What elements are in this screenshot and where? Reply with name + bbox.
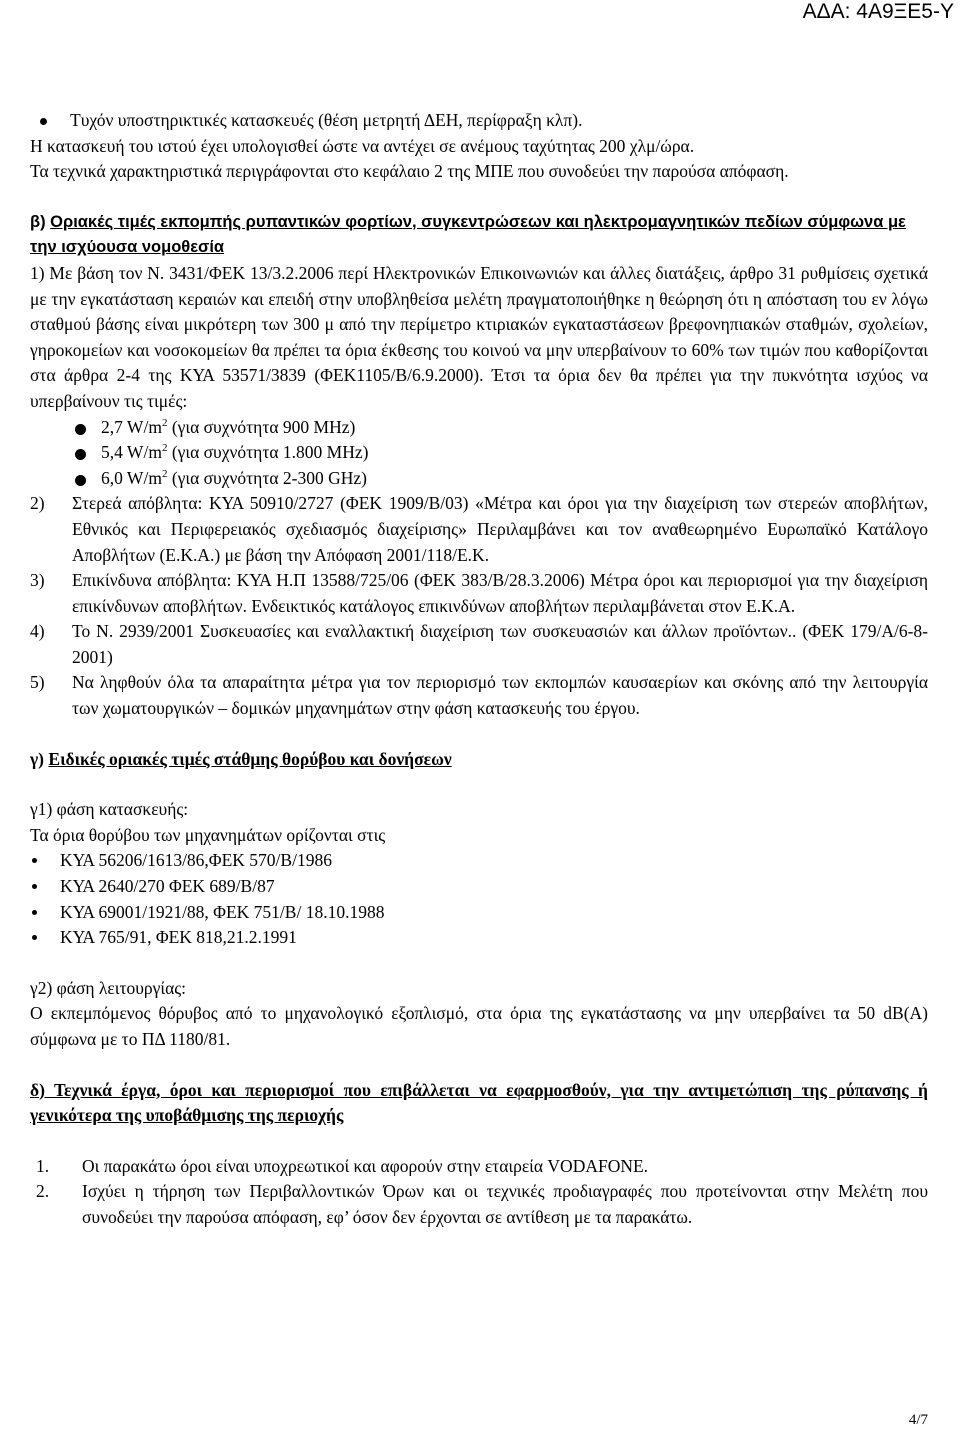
item-number: 1.: [36, 1155, 50, 1176]
section-b-item-1: 1) Με βάση τον Ν. 3431/ΦΕΚ 13/3.2.2006 περί Ηλεκτρονικών Επικοινωνιών και άλλες διατάξεις, άρθρο 31 ρυθμίσεις σχετικά με την εγκατάσταση κεραιών και επειδή στην υποβληθείσα μελέτη πραγματοποιήθηκε η θεώρηση ότι η απόσταση του εν λόγω σταθμού βάσης είναι μικρότερη των 300 μ από την περίμετρο κτιριακών εγκαταστάσεων βρεφονηπιακών σταθμών, σχολείων, γηροκομείων και νοσοκομείων θα πρέπει τα όρια έκθεσης του κοινού να μην υπερβαίνουν το 60% των τιμών που καθορίζονται στα άρθρα 2-4 της ΚΥΑ 53571/3839 (ΦΕΚ1105/Β/6.9.2000). Έτσι τα όρια δεν θα πρέπει για την πυκνότητα ισχύος να υπερβαίνουν τις τιμές:: [30, 262, 928, 411]
section-c1-title: γ1) φάση κατασκευής:: [30, 799, 189, 820]
limit-note: (για συχνότητα 2-300 GHz): [167, 467, 367, 488]
limit-note: (για συχνότητα 1.800 MHz): [167, 442, 369, 463]
section-b-item: [30, 670, 928, 721]
intro-line-1: Η κατασκευή του ιστού έχει υπολογισθεί ώστε να αντέχει σε ανέμους ταχύτητας 200 χλμ/ώρα.: [30, 135, 695, 156]
item-text: Επικίνδυνα απόβλητα: ΚΥΑ Η.Π 13588/725/06 (ΦΕΚ 383/Β/28.3.2006) Μέτρα όροι και περιορισμοί για την διαχείριση επικίνδυνων αποβλήτων. Ενδεικτικός κατάλογος επικινδύνων αποβλήτων περιλαμβάνεται στον Ε.Κ.Α.: [72, 570, 928, 616]
regulation-item: ΚΥΑ 69001/1921/88, ΦΕΚ 751/Β/ 18.10.1988: [30, 900, 928, 926]
ada-code: ΑΔΑ: 4Α9ΞΕ5-Υ: [802, 0, 954, 23]
section-d-heading: δ) Τεχνικά έργα, όροι και περιορισμοί που επιβάλλεται να εφαρμοσθούν, για την αντιμετώπιση της ρύπανσης ή γενικότερα της υποβάθμισης της περιοχής: [30, 1079, 928, 1126]
section-b-label: β): [30, 212, 51, 231]
regulation-item: ΚΥΑ 2640/270 ΦΕΚ 689/Β/87: [30, 874, 928, 900]
section-c-title: Ειδικές οριακές τιμές στάθμης θορύβου και δονήσεων: [48, 748, 452, 769]
section-c1-intro: Τα όρια θορύβου των μηχανημάτων ορίζονται στις: [30, 824, 386, 845]
limit-item: [75, 440, 928, 466]
section-b-item: [30, 619, 928, 670]
item-number: 2.: [36, 1181, 50, 1202]
document-body: [30, 108, 928, 1231]
item-number: 3): [30, 570, 45, 591]
limit-exp: 2: [161, 467, 168, 480]
section-b-title: Οριακές τιμές εκπομπής ρυπαντικών φορτίων, συγκεντρώσεων και ηλεκτρομαγνητικών πεδίων σύμφωνα με την ισχύουσα νομοθεσία: [30, 212, 906, 257]
limit-value: 2,7 W/m: [101, 416, 162, 437]
regulation-item: ΚΥΑ 765/91, ΦΕΚ 818,21.2.1991: [30, 925, 928, 951]
section-b-heading: [30, 210, 928, 261]
section-d-item: [30, 1179, 928, 1230]
item-number: 4): [30, 621, 45, 642]
item-number: 2): [30, 493, 45, 514]
section-b-item: [30, 491, 928, 568]
item-text: Το Ν. 2939/2001 Συσκευασίες και εναλλακτική διαχείριση των συσκευασιών και άλλων προϊόντων.. (ΦΕΚ 179/Α/6-8-2001): [72, 621, 928, 667]
intro-bullet: Τυχόν υποστηρικτικές κατασκευές (θέση μετρητή ΔΕΗ, περίφραξη κλπ).: [30, 108, 928, 134]
section-d-item: [30, 1154, 928, 1180]
limit-item: [75, 466, 928, 492]
limit-note: (για συχνότητα 900 MHz): [167, 416, 356, 437]
section-c-label: γ): [30, 748, 49, 769]
section-c2-title: γ2) φάση λειτουργίας:: [30, 977, 187, 998]
item-number: 5): [30, 672, 45, 693]
limits-list: [30, 415, 928, 492]
section-b-item: [30, 568, 928, 619]
item-text: Ισχύει η τήρηση των Περιβαλλοντικών Όρων και οι τεχνικές προδιαγραφές που προτείνονται στην Μελέτη που συνοδεύει την παρούσα απόφαση, εφ’ όσον δεν έρχονται σε αντίθεση με τα παρακάτω.: [82, 1181, 928, 1227]
limit-value: 6,0 W/m: [101, 467, 162, 488]
item-text: Οι παρακάτω όροι είναι υποχρεωτικοί και αφορούν στην εταιρεία VODAFONE.: [82, 1155, 649, 1176]
limit-exp: 2: [161, 416, 168, 429]
limit-value: 5,4 W/m: [101, 442, 162, 463]
item-text: Να ληφθούν όλα τα απαραίτητα μέτρα για τον περιορισμό των εκπομπών καυσαερίων και σκόνης από την λειτουργία των χωματουργικών – δομικών μηχανημάτων στην φάση κατασκευής του έργου.: [72, 672, 928, 719]
limit-exp: 2: [161, 442, 168, 455]
section-c-heading: [30, 747, 928, 773]
page-number: 4/7: [908, 1412, 928, 1428]
regulation-item: ΚΥΑ 56206/1613/86,ΦΕΚ 570/Β/1986: [30, 848, 928, 874]
section-c2-text: Ο εκπεμπόμενος θόρυβος από το μηχανολογικό εξοπλισμό, στα όρια της εγκατάστασης να μην υπερβαίνει τα 50 dB(A) σύμφωνα με το ΠΔ 1180/81.: [30, 1003, 928, 1049]
item-text: Στερεά απόβλητα: ΚΥΑ 50910/2727 (ΦΕΚ 1909/Β/03) «Μέτρα και όροι για την διαχείριση των στερεών αποβλήτων, Εθνικός και Περιφερειακός σχεδιασμός διαχείρισης» Περιλαμβάνει και τον αναθεωρημένο Ευρωπαϊκό Κατάλογο Αποβλήτων (Ε.Κ.Α.) με βάση την Απόφαση 2001/118/Ε.Κ.: [72, 493, 928, 565]
limit-item: [75, 415, 928, 441]
intro-line-2: Τα τεχνικά χαρακτηριστικά περιγράφονται στο κεφάλαιο 2 της ΜΠΕ που συνοδεύει την παρούσα απόφαση.: [30, 161, 789, 182]
